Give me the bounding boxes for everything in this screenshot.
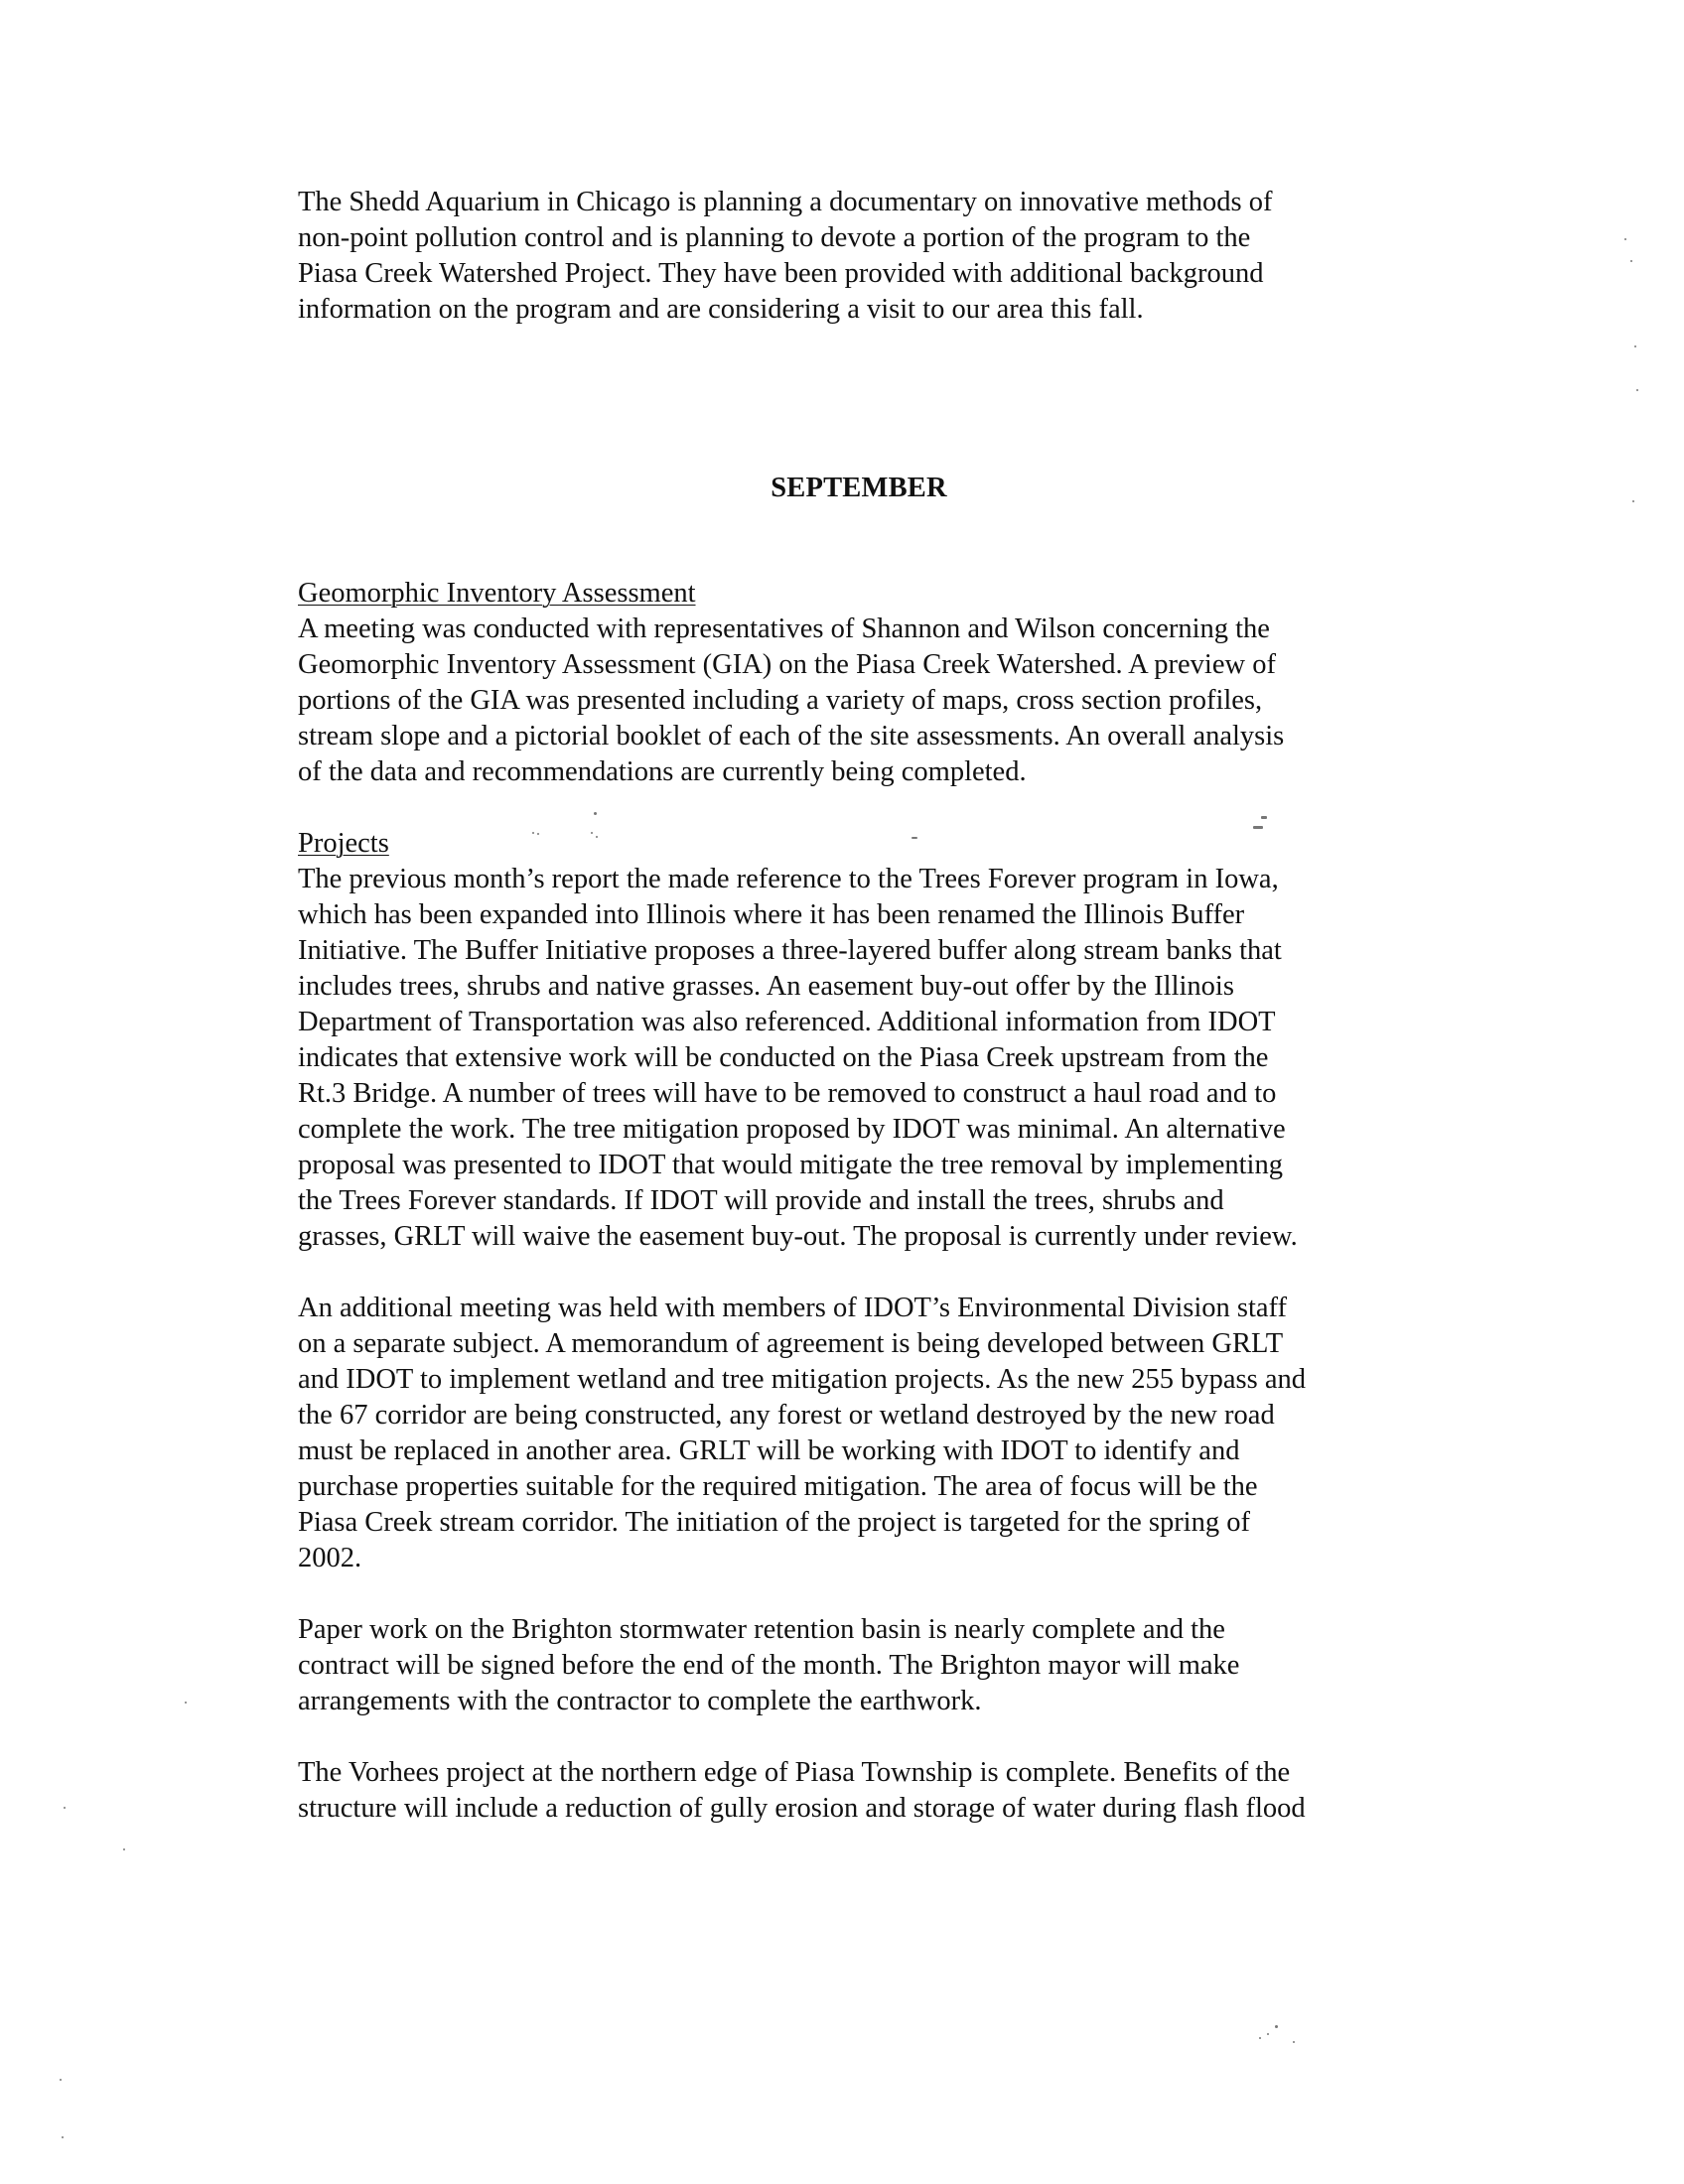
scan-speck <box>591 832 593 834</box>
projects-p2-line: Piasa Creek stream corridor. The initiation of the project is targeted for the spring of <box>298 1507 1250 1538</box>
gia-section-title: Geomorphic Inventory Assessment <box>298 578 696 609</box>
projects-p1-line: Department of Transportation was also referenced. Additional information from IDOT <box>298 1007 1276 1037</box>
scan-speck <box>62 2136 64 2138</box>
projects-p2-line: must be replaced in another area. GRLT will be working with IDOT to identify and <box>298 1435 1240 1466</box>
gia-line: stream slope and a pictorial booklet of each of the site assessments. An overall analysis <box>298 721 1285 751</box>
projects-section <box>298 826 1420 1255</box>
projects-p3-line: contract will be signed before the end of the month. The Brighton mayor will make <box>298 1650 1240 1681</box>
projects-p1-line: Rt.3 Bridge. A number of trees will have to be removed to construct a haul road and to <box>298 1078 1277 1109</box>
projects-section-title: Projects <box>298 828 389 859</box>
gia-section <box>298 576 1420 790</box>
projects-p1-line: includes trees, shrubs and native grasses. An easement buy-out offer by the Illinois <box>298 971 1234 1002</box>
projects-p1-line: which has been expanded into Illinois where it has been renamed the Illinois Buffer <box>298 899 1245 930</box>
scan-speck <box>64 1807 66 1809</box>
projects-p1-line: Initiative. The Buffer Initiative proposes a three-layered buffer along stream banks that <box>298 935 1282 966</box>
projects-p1-line: The previous month’s report the made reference to the Trees Forever program in Iowa, <box>298 864 1279 894</box>
scan-speck <box>1267 2033 1269 2035</box>
projects-paragraph-3 <box>298 1612 1420 1719</box>
projects-p1-line: proposal was presented to IDOT that would mitigate the tree removal by implementing <box>298 1150 1283 1180</box>
scan-speck <box>1261 816 1267 819</box>
projects-p4-line: structure will include a reduction of gully erosion and storage of water during flash flood <box>298 1793 1306 1824</box>
projects-paragraph-2 <box>298 1291 1420 1576</box>
scan-speck <box>912 837 917 839</box>
gia-line: A meeting was conducted with representatives of Shannon and Wilson concerning the <box>298 614 1270 644</box>
projects-p1-line: complete the work. The tree mitigation proposed by IDOT was minimal. An alternative <box>298 1114 1286 1145</box>
scan-speck <box>1253 826 1263 829</box>
projects-p2-line: An additional meeting was held with members of IDOT’s Environmental Division staff <box>298 1293 1287 1323</box>
projects-paragraph-4 <box>298 1755 1420 1827</box>
scan-speck <box>1634 345 1636 347</box>
scan-speck <box>1636 389 1638 391</box>
projects-p4-line: The Vorhees project at the northern edge of Piasa Township is complete. Benefits of the <box>298 1757 1291 1788</box>
intro-paragraph <box>298 185 1420 328</box>
scan-speck <box>123 1848 125 1850</box>
projects-p2-line: the 67 corridor are being constructed, any forest or wetland destroyed by the new road <box>298 1400 1275 1431</box>
intro-line: information on the program and are considering a visit to our area this fall. <box>298 294 1144 325</box>
scan-speck <box>185 1702 187 1704</box>
intro-line: The Shedd Aquarium in Chicago is planning a documentary on innovative methods of <box>298 187 1273 217</box>
projects-p2-line: purchase properties suitable for the required mitigation. The area of focus will be the <box>298 1471 1258 1502</box>
scan-speck <box>532 832 534 834</box>
scan-speck <box>1624 238 1626 240</box>
projects-p3-line: Paper work on the Brighton stormwater retention basin is nearly complete and the <box>298 1614 1225 1645</box>
scan-speck <box>537 833 539 835</box>
scan-speck <box>60 2079 62 2081</box>
projects-p3-line: arrangements with the contractor to complete the earthwork. <box>298 1686 982 1716</box>
gia-line: of the data and recommendations are currently being completed. <box>298 756 1027 787</box>
projects-p2-line: 2002. <box>298 1543 362 1573</box>
intro-line: Piasa Creek Watershed Project. They have been provided with additional background <box>298 258 1264 289</box>
projects-p1-line: grasses, GRLT will waive the easement buy-out. The proposal is currently under review. <box>298 1221 1298 1252</box>
projects-p1-line: indicates that extensive work will be conducted on the Piasa Creek upstream from the <box>298 1042 1269 1073</box>
scan-speck <box>594 812 597 815</box>
scan-speck <box>1275 2025 1278 2028</box>
scan-speck <box>596 836 598 838</box>
intro-line: non-point pollution control and is planning to devote a portion of the program to the <box>298 222 1251 253</box>
scan-speck <box>1632 500 1634 502</box>
month-heading: SEPTEMBER <box>771 473 947 503</box>
projects-p2-line: and IDOT to implement wetland and tree mitigation projects. As the new 255 bypass and <box>298 1364 1306 1395</box>
gia-line: Geomorphic Inventory Assessment (GIA) on the Piasa Creek Watershed. A preview of <box>298 649 1276 680</box>
scan-speck <box>1293 2041 1295 2043</box>
scan-speck <box>1259 2037 1261 2039</box>
projects-p1-line: the Trees Forever standards. If IDOT will provide and install the trees, shrubs and <box>298 1185 1224 1216</box>
gia-line: portions of the GIA was presented including a variety of maps, cross section profiles, <box>298 685 1263 716</box>
scan-speck <box>1630 260 1632 262</box>
projects-p2-line: on a separate subject. A memorandum of agreement is being developed between GRLT <box>298 1328 1284 1359</box>
